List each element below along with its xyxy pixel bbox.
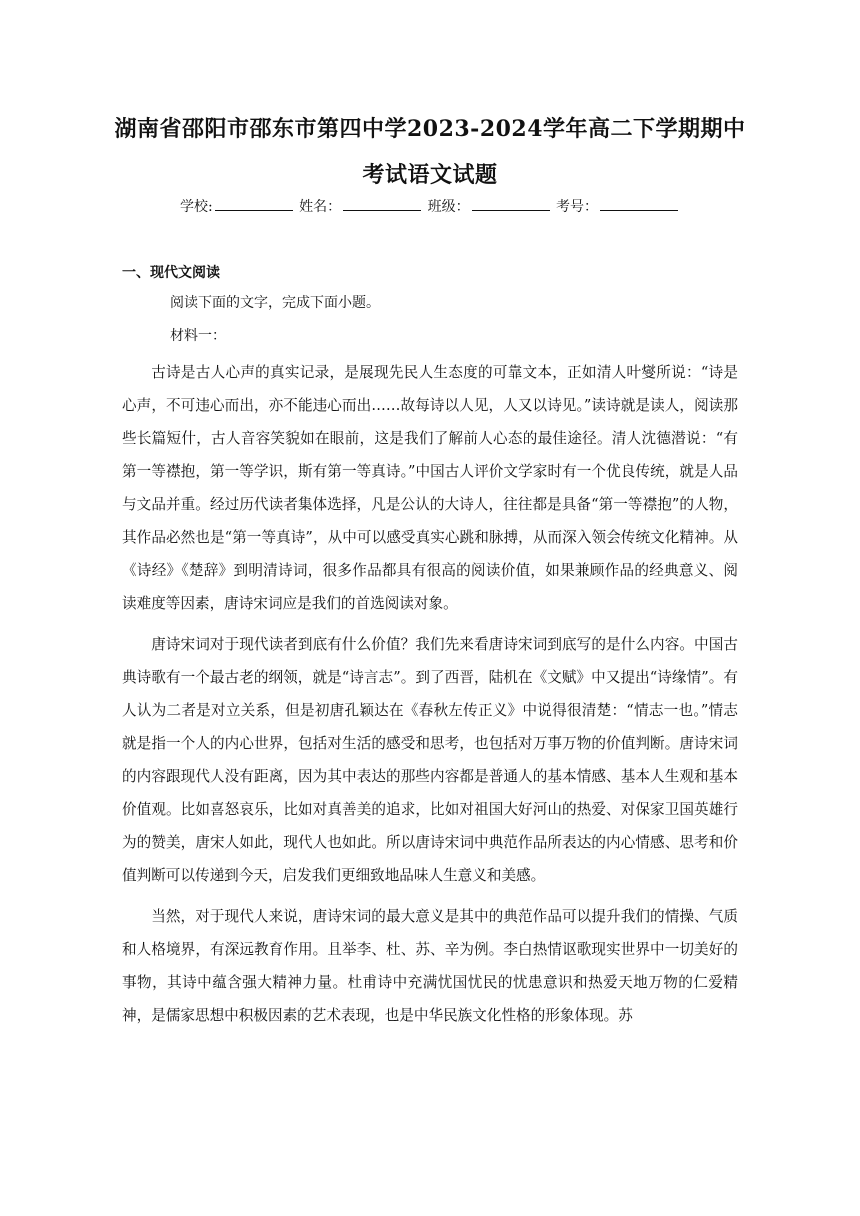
doc-title-line2: 考试语文试题	[362, 162, 498, 188]
exam-number-label: 考号：	[556, 199, 599, 215]
school-label: 学校:	[179, 199, 213, 215]
doc-title-line1: 湖南省邵阳市邵东市第四中学2023-2024学年高二下学期期中	[114, 116, 746, 142]
exam-number-blank[interactable]	[600, 198, 678, 211]
name-label: 姓名：	[299, 199, 342, 215]
material-label: 材料一：	[170, 328, 226, 344]
student-info-line	[0, 196, 860, 216]
class-label: 班级：	[427, 199, 470, 215]
passage-paragraph-1: 古诗是古人心声的真实记录，是展现先民人生态度的可靠文本，正如清人叶燮所说：“诗是心声，不可违心而出，亦不能违心而出……故每诗以人见，人又以诗见。”读诗就是读人，阅读那些长篇短什，古人音容笑貌如在眼前，这是我们了解前人心态的最佳途径。清人沈德潜说：“有第一等襟抱，第一等学识，斯有第一等真诗。”中国古人评价文学家时有一个优良传统，就是人品与文品并重。经过历代读者集体选择，凡是公认的大诗人，往往都是具备“第一等襟抱”的人物，其作品必然也是“第一等真诗”，从中可以感受真实心跳和脉搏，从而深入领会传统文化精神。从《诗经》《楚辞》到明清诗词，很多作品都具有很高的阅读价值，如果兼顾作品的经典意义、阅读难度等因素，唐诗宋词应是我们的首选阅读对象。	[122, 364, 738, 612]
passage-paragraph-2: 唐诗宋词对于现代读者到底有什么价值？我们先来看唐诗宋词到底写的是什么内容。中国古典诗歌有一个最古老的纲领，就是“诗言志”。到了西晋，陆机在《文赋》中又提出“诗缘情”。有人认为二者是对立关系，但是初唐孔颖达在《春秋左传正义》中说得很清楚：“情志一也。”情志就是指一个人的内心世界，包括对生活的感受和思考，也包括对万事万物的价值判断。唐诗宋词的内容跟现代人没有距离，因为其中表达的那些内容都是普通人的基本情感、基本人生观和基本价值观。比如喜怒哀乐，比如对真善美的追求，比如对祖国大好河山的热爱、对保家卫国英雄行为的赞美，唐宋人如此，现代人也如此。所以唐诗宋词中典范作品所表达的内心情感、思考和价值判断可以传递到今天，启发我们更细致地品味人生意义和美感。	[122, 636, 738, 884]
school-blank[interactable]	[215, 198, 293, 211]
reading-instruction: 阅读下面的文字，完成下面小题。	[170, 295, 380, 311]
passage-body	[122, 356, 738, 1032]
passage-paragraph-3: 当然，对于现代人来说，唐诗宋词的最大意义是其中的典范作品可以提升我们的情操、气质和人格境界，有深远教育作用。且举李、杜、苏、辛为例。李白热情讴歌现实世界中一切美好的事物，其诗中蕴含强大精神力量。杜甫诗中充满忧国忧民的忧患意识和热爱天地万物的仁爱精神，是儒家思想中积极因素的艺术表现，也是中华民族文化性格的形象体现。苏	[122, 908, 738, 1024]
name-blank[interactable]	[343, 198, 421, 211]
section-heading: 一、现代文阅读	[122, 265, 220, 281]
class-blank[interactable]	[472, 198, 550, 211]
